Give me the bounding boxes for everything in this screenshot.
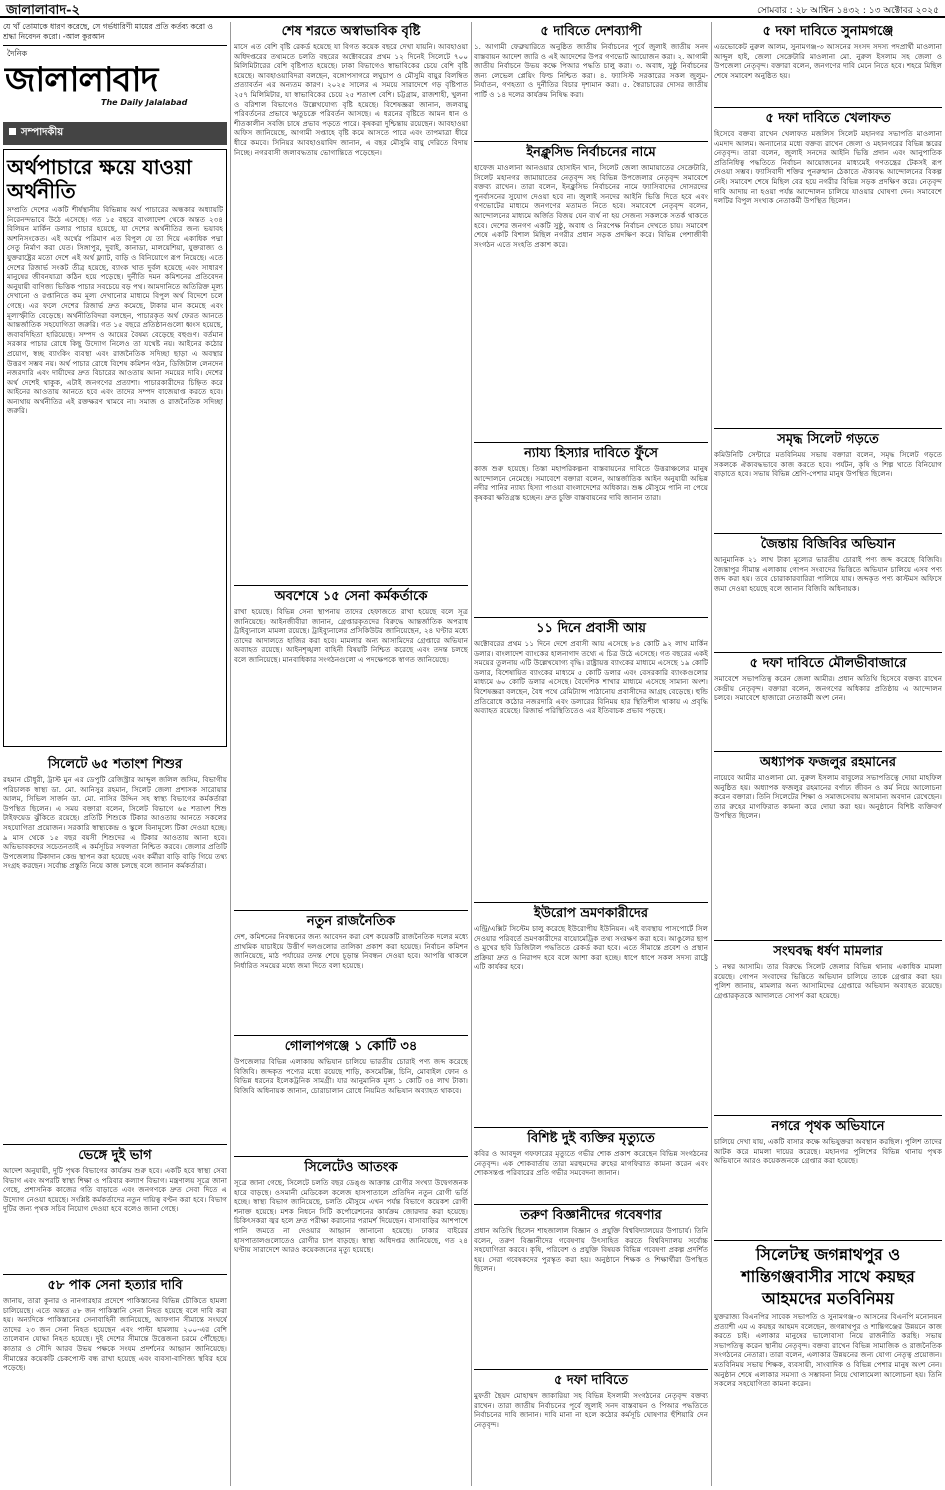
section-label: সম্পাদকীয় xyxy=(21,127,64,138)
masthead xyxy=(3,48,227,120)
article-body: সমাবেশে সভাপতিত্ব করেন জেলা আমীর। প্রধান অতিথি হিসেবে বক্তব্য রাখেন কেন্দ্রীয় নেতৃবৃন্দ। বক্তারা বলেন, জনগণের অধিকার প্রতিষ্ঠায় এ আন্দোলন চলবে। সমাবেশে হাজারো নেতাকর্মী অংশ নেন। xyxy=(714,674,942,703)
headline: তরুণ বিজ্ঞানীদের গবেষণার xyxy=(520,1208,662,1223)
editorial-body: সম্প্রতি দেশের একটি শীর্ষস্থানীয় বিভিন্নায় অর্থ পাচারের অন্ধকার অধ্যায়টি নিরেনন্দভাবে উঠে এসেছে। গত ১৫ বছরে বাংলাদেশ থেকে অন্তত ২৩৪ বিলিয়ন মার্কিন ডলার পাচার হয়েছে, যা দেশের অর্থনীতির জন্য ভয়াবহ অশনিসংকেত। এই অর্থের পরিমাণ এত বিপুল যে তা দিয়ে একাধিক পদ্মা সেতু নির্মাণ করা যেত। সিঙ্গাপুর, দুবাই, কানাডা, মালয়েশিয়া, যুক্তরাজ্য ও যুক্তরাষ্ট্রের মতো দেশে এই অর্থ ফ্ল্যাট, বাড়ি ও বিনিয়োগে রূপ নিয়েছে। এতে দেশের রিজার্ভ সংকট তীব্র হয়েছে, ব্যাংক খাত দুর্বল হয়েছে এবং সাধারণ মানুষের জীবনযাত্রা কঠিন হয়ে পড়েছে। দুর্নীতি দমন কমিশনের প্রতিবেদন অনুযায়ী বাণিজ্য ভিত্তিক পাচার সবচেয়ে বড় পথ। আমদানিতে অতিরিক্ত মূল্য দেখানো ও রপ্তানিতে কম মূল্য দেখানোর মাধ্যমে বিপুল অর্থ বিদেশে চলে গেছে। এর ফলে দেশের রিজার্ভ দ্রুত কমেছে, টাকার মান কমেছে এবং মূল্যস্ফীতি বেড়েছে। অর্থনীতিবিদরা বলছেন, পাচারকৃত অর্থ ফেরত আনতে আন্তর্জাতিক সহযোগিতা জরুরি। গত ১৫ বছরে প্রতিষ্ঠানগুলো ধ্বংস হয়েছে, জবাবদিহিতা হারিয়েছে। সম্পদ ও আয়ের বৈষম্য বেড়েছে বহুগুণ। বর্তমান সরকার পাচার রোধে কিছু উদ্যোগ নিলেও তা যথেষ্ট নয়। আইনের কঠোর প্রয়োগ, স্বচ্ছ ব্যাংকিং ব্যবস্থা এবং রাজনৈতিক সদিচ্ছা ছাড়া এ অবস্থার উত্তরণ সম্ভব নয়। অর্থ পাচার রোধে বিশেষ কমিশন গঠন, ডিজিটাল লেনদেন নজরদারি এবং দায়ীদের দ্রুত বিচারের আওতায় আনা সময়ের দাবি। দেশের অর্থ দেশেই থাকুক, এটাই জনগণের প্রত্যাশা। পাচারকারীদের চিহ্নিত করে আইনের আওতায় আনতে হবে এবং তাদের সম্পদ বাজেয়াপ্ত করতে হবে। অন্যথায় অর্থনীতির এই রক্তক্ষরণ থামবে না। সমাজ ও রাজনৈতিক সদিচ্ছা জরুরি। xyxy=(7,205,223,416)
separator xyxy=(474,1369,708,1370)
separator xyxy=(714,107,942,108)
article-body: ১. আগামী ফেব্রুয়ারিতে অনুষ্ঠিত জাতীয় নির্বাচনের পূর্বে জুলাই জাতীয় সনদ বাস্তবায়ন আদেশ জারি ও এই আদেশের উপর গণভোট আয়োজন করা। ২. আগামী জাতীয় নির্বাচনে উভয় কক্ষে পিআর পদ্ধতি চালু করা। ৩. অবাধ, সুষ্ঠু নির্বাচনের জন্য লেভেল প্লেয়িং ফিল্ড নিশ্চিত করা। ৪. ফ্যাসিস্ট সরকারের সকল জুলুম-নির্যাতন, গণহত্যা ও দুর্নীতির বিচার দৃশ্যমান করা। ৫. স্বৈরাচারের দোসর জাতীয় পার্টি ও ১৪ দলের কার্যক্রম নিষিদ্ধ করা। xyxy=(474,42,708,99)
masthead-logo: জালালাবাদ xyxy=(5,60,158,100)
article-body: কবির ও আবদুল গফফারের মৃত্যুতে গভীর শোক প্রকাশ করেছেন বিভিন্ন সংগঠনের নেতৃবৃন্দ। এক শোকবার্তায় তারা মরহুমদের রুহের মাগফিরাত কামনা করেন এবং শোকসন্তপ্ত পরিবারের প্রতি গভীর সমবেদনা জানান। xyxy=(474,1149,708,1178)
headline: জৈন্তায় বিজিবির অভিযান xyxy=(760,537,896,552)
headline: গোলাপগঞ্জে ১ কোটি ৩৪ xyxy=(284,1039,418,1054)
headline: ইনক্লুসিভ নির্বাচনের নামে xyxy=(526,145,656,160)
headline: অধ্যাপক ফজলুর রহমানের xyxy=(759,755,897,770)
column-rule xyxy=(230,22,231,1486)
article-body: উপজেলার বিভিন্ন এলাকায় অভিযান চালিয়ে ভারতীয় চোরাই পণ্য জব্দ করেছে বিজিবি। জব্দকৃত পণ্যের মধ্যে রয়েছে শাড়ি, কসমেটিক্স, চিনি, মোবাইল ফোন ও বিভিন্ন ধরনের ইলেকট্রনিক সামগ্রী। যার আনুমানিক মূল্য ১ কোটি ৩৪ লাখ টাকা। বিজিবি অধিনায়ক জানান, চোরাচালান রোধে নিয়মিত অভিযান অব্যাহত থাকবে। xyxy=(234,1057,468,1095)
headline: অবশেষে ১৫ সেনা কর্মকর্তাকে xyxy=(274,589,428,604)
separator xyxy=(474,617,708,618)
editorial-title: অর্থপাচারে ক্ষয়ে যাওয়া অর্থনীতি xyxy=(7,155,192,203)
headline: ভেঙ্গে দুই ভাগ xyxy=(78,1148,152,1163)
article-body: মুফতী ছৈয়দ মোহাম্মদ জাকারিয়া সহ বিভিন্ন ইসলামী সংগঠনের নেতৃবৃন্দ বক্তব্য রাখেন। তারা জাতীয় নির্বাচনের পূর্বে জুলাই সনদ বাস্তবায়ন ও পিআর পদ্ধতিতে নির্বাচনের দাবি জানান। দাবি মানা না হলে কঠোর কর্মসূচি ঘোষণার হুঁশিয়ারি দেন নেতৃবৃন্দ। xyxy=(474,1391,708,1429)
column-1 xyxy=(3,22,227,1486)
masthead-quote: যে খাঁ তোমাকে ধারণ করেছে, সে গর্ভধারিণী মায়ের প্রতি কর্তব্য করো ও শ্রদ্ধা নিবেদন করো। -আল কুরআন xyxy=(3,22,227,46)
article-body: রহমান চৌধুরী, ট্রাস্ট মুন এর ডেপুটি রেজিস্ট্রার আব্দুল জলিল জসিম, বিভাগীয় পরিচালক স্বাস্থ্য ডা. মো. আনিসুর রহমান, সিলেট জেলা প্রশাসক সারোয়ার আলম, সিভিল সার্জন ডা. মো. নাসির উদ্দিন সহ স্বাস্থ্য বিভাগের কর্মকর্তারা উপস্থিত ছিলেন। এ সময় বক্তারা বলেন, সিলেট বিভাগে ৬৫ শতাংশ শিশু টাইফয়েড ঝুঁকিতে রয়েছে। প্রতিটি শিশুকে টিকার আওতায় আনতে সকলের সহযোগিতা প্রয়োজন। সরকারি স্বাস্থ্যকেন্দ্র ও স্কুলে বিনামূল্যে টিকা দেওয়া হচ্ছে। ৯ মাস থেকে ১৫ বছর বয়সী শিশুদের এ টিকার আওতায় আনা হবে। অভিভাবকদের সচেতনতাই এ কর্মসূচির সফলতা নিশ্চিত করবে। জেলার প্রতিটি উপজেলায় টিকাদান কেন্দ্র স্থাপন করা হয়েছে এবং কর্মীরা বাড়ি বাড়ি গিয়ে তথ্য সংগ্রহ করছেন। সর্বোচ্চ প্রস্তুতি নিয়ে কাজ চলছে বলে জানান কর্মকর্তারা। xyxy=(3,775,227,871)
headline: নতুন রাজনৈতিক xyxy=(306,914,396,929)
separator xyxy=(714,652,942,653)
separator xyxy=(234,910,468,911)
headline: ৫ দাবিতে দেশব্যাপী xyxy=(540,24,642,39)
separator xyxy=(714,428,942,429)
headline: সংঘবদ্ধ ধর্ষণ মামলার xyxy=(773,944,883,959)
headline: ১১ দিনে প্রবাসী আয় xyxy=(536,621,646,636)
article-body: জানায়, তারা কুনার ও নানগারহার প্রদেশে পাকিস্তানের বিভিন্ন চৌকিতে হামলা চালিয়েছে। এতে অন্তত ৫৮ জন পাকিস্তানি সেনা নিহত হয়েছে বলে দাবি করা হয়। অন্যদিকে পাকিস্তানের সেনাবাহিনী জানিয়েছে, আফগান সীমান্তে সংঘর্ষে তাদের ২৩ জন সেনা নিহত হয়েছেন এবং পাল্টা হামলায় ২০০-এর বেশি তালেবান যোদ্ধা নিহত হয়েছে। দুই দেশের সীমান্তে উত্তেজনা চরমে পৌঁছেছে। কাতার ও সৌদি আরব উভয় পক্ষকে সংযম প্রদর্শনের আহ্বান জানিয়েছে। সীমান্তের কয়েকটি চেকপোস্ট বন্ধ রাখা হয়েছে এবং ব্যবসা-বাণিজ্য স্থবির হয়ে পড়েছে। xyxy=(3,1296,227,1373)
separator xyxy=(714,1240,942,1241)
column-rule xyxy=(471,22,472,1486)
square-icon xyxy=(9,128,16,135)
article-body: এন্ট্রি/এক্সিট সিস্টেম চালু করেছে ইউরোপীয় ইউনিয়ন। এই ব্যবস্থায় পাসপোর্টে সিল দেওয়ার পরিবর্তে ভ্রমণকারীদের বায়োমেট্রিক তথ্য সংরক্ষণ করা হবে। আঙুলের ছাপ ও মুখের ছবি ডিজিটাল পদ্ধতিতে রেকর্ড করা হবে। এতে সীমান্তে প্রবেশ ও প্রস্থান প্রক্রিয়া দ্রুত ও নিরাপদ হবে বলে আশা করা হচ্ছে। ধাপে ধাপে সকল সদস্য রাষ্ট্রে এটি কার্যকর হবে। xyxy=(474,924,708,972)
column-rule xyxy=(711,22,712,1486)
article-body: অক্টোবরের প্রথম ১১ দিনে দেশে প্রবাসী আয় এসেছে ৮৪ কোটি ৯২ লাখ মার্কিন ডলার। বাংলাদেশ ব্যাংকের হালনাগাদ তথ্যে এ চিত্র উঠে এসেছে। গত বছরের একই সময়ের তুলনায় এটি উল্লেখযোগ্য বৃদ্ধি। রাষ্ট্রায়ত্ত ব্যাংকের মাধ্যমে এসেছে ১৯ কোটি ডলার, বিশেষায়িত ব্যাংকের মাধ্যমে ৫ কোটি ডলার এবং বেসরকারি ব্যাংকগুলোর মাধ্যমে ৬০ কোটি ডলার এসেছে। বৈদেশিক শাখার মাধ্যমে এসেছে সামান্য অংশ। বিশেষজ্ঞরা বলছেন, বৈধ পথে রেমিট্যান্স পাঠানোয় প্রবাসীদের আগ্রহ বেড়েছে। হুন্ডি প্রতিরোধে কঠোর নজরদারি এবং ডলারের বিনিময় হার স্থিতিশীল থাকায় এ প্রবৃদ্ধি অব্যাহত রয়েছে। রিজার্ভ পরিস্থিতিতেও এর ইতিবাচক প্রভাব পড়ছে। xyxy=(474,639,708,716)
article-body: আনুমানিক ২১ লাখ টাকা মূল্যের ভারতীয় চোরাই পণ্য জব্দ করেছে বিজিবি। জৈন্তাপুর সীমান্ত এলাকায় গোপন সংবাদের ভিত্তিতে অভিযান চালিয়ে এসব পণ্য জব্দ করা হয়। তবে চোরাকারবারিরা পালিয়ে যায়। জব্দকৃত পণ্য কাস্টমস অফিসে জমা দেওয়া হয়েছে বলে জানান বিজিবি অধিনায়ক। xyxy=(714,555,942,593)
separator xyxy=(234,585,468,586)
article-body: কমিউনিটি সেন্টারে মতবিনিময় সভায় বক্তারা বলেন, সমৃদ্ধ সিলেট গড়তে সকলকে ঐক্যবদ্ধভাবে কাজ করতে হবে। পর্যটন, কৃষি ও শিল্প খাতে বিনিয়োগ বাড়াতে হবে। সভায় বিভিন্ন শ্রেণি-পেশার মানুষ উপস্থিত ছিলেন। xyxy=(714,450,942,479)
headline: ৫ দফা দাবিতে xyxy=(553,1373,629,1388)
headline-large: সিলেটস্থ জগন্নাথপুর ও শান্তিগঞ্জবাসীর সাথে কয়ছর আহমদের মতবিনিময় xyxy=(741,1245,915,1308)
separator xyxy=(234,1156,468,1157)
separator xyxy=(714,751,942,752)
separator xyxy=(474,1127,708,1128)
separator xyxy=(474,902,708,903)
separator xyxy=(474,442,708,443)
headline: সিলেটে ৬৫ শতাংশ শিশুর xyxy=(47,757,183,772)
masthead-daily: দৈনিক xyxy=(7,49,28,58)
article-body: যুক্তরাজ্য বিএনপির সাবেক সভাপতি ও সুনামগঞ্জ-৩ আসনের বিএনপি মনোনয়ন প্রত্যাশী এম এ কয়ছর আহমদ বলেছেন, জগন্নাথপুর ও শান্তিগঞ্জের উন্নয়নে কাজ করতে চাই। এলাকার মানুষের ভালোবাসা নিয়ে রাজনীতি করছি। সভায় সভাপতিত্ব করেন স্থানীয় নেতৃবৃন্দ। বক্তব্য রাখেন বিভিন্ন সামাজিক ও রাজনৈতিক সংগঠনের নেতারা। তারা বলেন, এলাকার উন্নয়নের জন্য যোগ্য নেতৃত্ব প্রয়োজন। মতবিনিময় সভায় শিক্ষক, ব্যবসায়ী, সাংবাদিক ও বিভিন্ন পেশার মানুষ অংশ নেন। অনুষ্ঠান শেষে এলাকার সমস্যা ও সম্ভাবনা নিয়ে খোলামেলা আলোচনা হয়। তিনি সকলের সহযোগিতা কামনা করেন। xyxy=(714,1312,942,1389)
column-4 xyxy=(714,22,942,1486)
headline: ৫ দফা দাবিতে খেলাফত xyxy=(765,111,891,126)
separator xyxy=(3,1274,227,1275)
separator xyxy=(474,1204,708,1205)
separator xyxy=(714,533,942,534)
date-line: সোমবার : ২৮ আশ্বিন ১৪৩২ : ১৩ অক্টোবর ২০২৫ xyxy=(757,6,939,16)
separator xyxy=(234,1035,468,1036)
article-body: রাখা হয়েছে। বিভিন্ন সেনা স্থাপনায় তাদের হেফাজতে রাখা হয়েছে বলে সূত্র জানিয়েছে। আইনজীবীরা জানান, গ্রেপ্তারকৃতদের বিরুদ্ধে আন্তর্জাতিক অপরাধ ট্রাইব্যুনালে মামলা রয়েছে। ট্রাইব্যুনালের প্রসিকিউটর জানিয়েছেন, ২৪ ঘণ্টার মধ্যে তাদের আদালতে হাজির করা হবে। মামলার অন্য আসামিদের গ্রেপ্তারে অভিযান অব্যাহত রয়েছে। আইনশৃঙ্খলা বাহিনী বিষয়টি নিশ্চিত করেছে এবং তদন্ত চলছে বলে জানিয়েছে। মানবাধিকার সংগঠনগুলো এ পদক্ষেপকে স্বাগত জানিয়েছে। xyxy=(234,607,468,664)
headline: ৫ দফা দাবিতে মৌলভীবাজারে xyxy=(749,656,907,671)
article-body: মাসে এত বেশি বৃষ্টি রেকর্ড হয়েছে যা বিগত কয়েক বছরে দেখা যায়নি। আবহাওয়া অধিদপ্তরের তথ্যমতে চলতি বছরের অক্টোবরের প্রথম ১২ দিনেই সিলেটে ৭০০ মিলিমিটারের বেশি বৃষ্টিপাত হয়েছে। ঢাকা বিভাগেও স্বাভাবিকের চেয়ে বেশি বৃষ্টি হয়েছে। আবহাওয়াবিদরা বলছেন, বঙ্গোপসাগরে লঘুচাপ ও মৌসুমি বায়ুর বিলম্বিত প্রত্যাবর্তন এর অন্যতম কারণ। ২০২৫ সালের এ সময়ে সারাদেশে গড় বৃষ্টিপাত ২৫৭ মিলিমিটার, যা স্বাভাবিকের চেয়ে ২৫ শতাংশ বেশি। চট্টগ্রাম, রাজশাহী, খুলনা ও বরিশাল বিভাগেও উল্লেখযোগ্য বৃষ্টি হয়েছে। বিশেষজ্ঞরা জানান, জলবায়ু পরিবর্তনের প্রভাবে ঋতুচক্রে পরিবর্তন আসছে। এ ধরনের বৃষ্টিতে আমন ধান ও শীতকালীন সবজি চাষে প্রভাব পড়তে পারে। কৃষকরা দুশ্চিন্তায় রয়েছেন। আবহাওয়া অফিস জানিয়েছে, আগামী সপ্তাহে বৃষ্টি কমে আসতে পারে এবং তাপমাত্রা ধীরে ধীরে কমবে। সিনিয়র আবহাওয়াবিদ জানান, এ বছর মৌসুমি বায়ু দেরিতে বিদায় নিচ্ছে। নগরবাসী জলাবদ্ধতায় ভোগান্তিতে পড়েছেন। xyxy=(234,42,468,157)
paper-name: জালালাবাদ-২ xyxy=(6,3,80,18)
article-body: সূত্রে জানা গেছে, সিলেটে চলতি বছর ডেঙ্গু আক্রান্ত রোগীর সংখ্যা উদ্বেগজনক হারে বাড়ছে। ওসমানী মেডিকেল কলেজ হাসপাতালে প্রতিদিন নতুন রোগী ভর্তি হচ্ছে। স্বাস্থ্য বিভাগ জানিয়েছে, চলতি মৌসুমে এখন পর্যন্ত বিভাগে কয়েকশ রোগী শনাক্ত হয়েছে। মশক নিধনে সিটি কর্পোরেশনের কার্যক্রম জোরদার করা হয়েছে। চিকিৎসকরা জ্বর হলে দ্রুত পরীক্ষা করানোর পরামর্শ দিয়েছেন। বাসাবাড়ির আশপাশে পানি জমতে না দেওয়ার আহ্বান জানানো হয়েছে। ঢাকার বাইরের হাসপাতালগুলোতেও রোগীর চাপ বাড়ছে। স্বাস্থ্য অধিদপ্তর জানিয়েছে, গত ২৪ ঘণ্টায় সারাদেশে আরও কয়েকজনের মৃত্যু হয়েছে। xyxy=(234,1178,468,1255)
column-2 xyxy=(234,22,468,1486)
article-body: হাফেজ মাওলানা আনওয়ার হোসাইন খান, সিলেট জেলা জামায়াতের সেক্রেটারি, সিলেট মহানগর জামায়াতের নেতৃবৃন্দ সহ বিভিন্ন উপজেলার নেতৃবৃন্দ সমাবেশে বক্তব্য রাখেন। তারা বলেন, ইনক্লুসিভ নির্বাচনের নামে ফ্যাসিবাদের দোসরদের পুনর্বাসনের সুযোগ দেওয়া হবে না। জুলাই সনদের আইনি ভিত্তি দিতে হবে এবং গণভোটের মাধ্যমে জনগণের মতামত নিতে হবে। সমাবেশে নেতৃবৃন্দ বলেন, আন্দোলনের মাধ্যমে অর্জিত বিজয় যেন ব্যর্থ না হয় সেজন্য সকলকে সতর্ক থাকতে হবে। দেশের জনগণ একটি সুষ্ঠু, অবাধ ও নিরপেক্ষ নির্বাচন দেখতে চায়। সমাবেশ শেষে একটি বিশাল মিছিল নগরীর প্রধান সড়ক প্রদক্ষিণ করে। বিভিন্ন পেশাজীবী সংগঠন এতে সংহতি প্রকাশ করে। xyxy=(474,163,708,249)
top-bar xyxy=(0,0,945,18)
article-body: হিসেবে বক্তব্য রাখেন খেলাফত মজলিস সিলেট মহানগর সভাপতি মাওলানা এমদাদ আলম। অন্যান্যের মধ্যে বক্তব্য রাখেন জেলা ও মহানগরের বিভিন্ন স্তরের নেতৃবৃন্দ। তারা বলেন, জুলাই সনদের আইনি ভিত্তি প্রদান এবং আনুপাতিক প্রতিনিধিত্ব পদ্ধতিতে নির্বাচন আয়োজনের মাধ্যমেই গণতন্ত্রের টেকসই রূপ দেওয়া সম্ভব। ফ্যাসিবাদী শক্তির পুনরুত্থান ঠেকাতে ঐক্যবদ্ধ আন্দোলনের বিকল্প নেই। সমাবেশ শেষে মিছিল বের হয়ে নগরীর বিভিন্ন সড়ক প্রদক্ষিণ করে। নেতৃবৃন্দ দাবি আদায় না হওয়া পর্যন্ত আন্দোলন চালিয়ে যাওয়ার ঘোষণা দেন। সমাবেশে দলটির বিপুল সংখ্যক নেতাকর্মী উপস্থিত ছিলেন। xyxy=(714,129,942,206)
headline: ন্যায্য হিস্যার দাবিতে ফুঁসে xyxy=(524,446,658,461)
headline: ৫৮ পাক সেনা হত্যার দাবি xyxy=(47,1278,183,1293)
article-body: দেশ, কমিশনের নিবন্ধনের জন্য আবেদন করা বেশ কয়েকটি রাজনৈতিক দলের মধ্যে প্রাথমিক যাচাইয়ে উত্তীর্ণ দলগুলোর তালিকা প্রকাশ করা হয়েছে। নির্বাচন কমিশন জানিয়েছে, মাঠ পর্যায়ের তদন্ত শেষে চূড়ান্ত নিবন্ধন দেওয়া হবে। আপত্তি থাকলে নির্ধারিত সময়ের মধ্যে জমা দিতে বলা হয়েছে। xyxy=(234,932,468,970)
article-body: এডভোকেট নুরুল আলম, সুনামগঞ্জ-৩ আসনের সংসদ সদস্য পদপ্রার্থী মাওলানা আব্দুল হাই, জেলা সেক্রেটারি মাওলানা মো. নুরুল ইসলাম সহ জেলা ও উপজেলা নেতৃবৃন্দ। বক্তারা বলেন, জনগণের দাবি মেনে নিতে হবে। শহরে মিছিল শেষে সমাবেশ অনুষ্ঠিত হয়। xyxy=(714,42,942,80)
masthead-english: The Daily Jalalabad xyxy=(101,98,188,107)
article-body: চালিয়ে দেখা যায়, একটি বাসার কক্ষে অভিযুক্তরা অবস্থান করছিল। পুলিশ তাদের আটক করে মামলা দায়ের করেছে। মহানগর পুলিশের বিভিন্ন থানায় পৃথক অভিযানে আরও কয়েকজনকে গ্রেপ্তার করা হয়েছে। xyxy=(714,1137,942,1166)
headline: ইউরোপ ভ্রমণকারীদের xyxy=(534,906,648,921)
section-bar xyxy=(3,122,227,145)
editorial xyxy=(3,149,227,747)
article-body: প্রধান অতিথি ছিলেন শাহজালাল বিজ্ঞান ও প্রযুক্তি বিশ্ববিদ্যালয়ের উপাচার্য। তিনি বলেন, তরুণ বিজ্ঞানীদের গবেষণায় উৎসাহিত করতে বিশ্ববিদ্যালয় সর্বোচ্চ সহযোগিতা করবে। কৃষি, পরিবেশ ও প্রযুক্তি বিষয়ক বিভিন্ন গবেষণা প্রকল্প প্রদর্শিত হয়। সেরা গবেষকদের পুরস্কৃত করা হয়। অনুষ্ঠানে শিক্ষক ও শিক্ষার্থীরা উপস্থিত ছিলেন। xyxy=(474,1226,708,1274)
article-body: কাজ শুরু হয়েছে। তিস্তা মহাপরিকল্পনা বাস্তবায়নের দাবিতে উত্তরাঞ্চলের মানুষ আন্দোলনে নেমেছে। সমাবেশে বক্তারা বলেন, আন্তর্জাতিক আইন অনুযায়ী অভিন্ন নদীর পানির ন্যায্য হিস্যা পাওয়া বাংলাদেশের অধিকার। শুষ্ক মৌসুমে পানি না পেয়ে কৃষকরা ক্ষতিগ্রস্ত হচ্ছেন। দ্রুত চুক্তি বাস্তবায়নের দাবি জানান তারা। xyxy=(474,464,708,502)
article-body: নায়েবে আমীর মাওলানা মো. নুরুল ইসলাম বাবুলের সভাপতিত্বে দোয়া মাহফিল অনুষ্ঠিত হয়। অধ্যাপক ফজলুর রহমানের বর্ণাঢ্য জীবন ও কর্ম নিয়ে আলোচনা করেন বক্তারা। তিনি সিলেটের শিক্ষা ও সমাজসেবায় অসামান্য অবদান রেখেছেন। তার রুহের মাগফিরাত কামনা করে দোয়া করা হয়। অনুষ্ঠানে বিশিষ্ট ব্যক্তিবর্গ উপস্থিত ছিলেন। xyxy=(714,773,942,821)
headline: সিলেটেও আতংক xyxy=(304,1160,398,1175)
separator xyxy=(714,940,942,941)
article-body: আদেশ অনুযায়ী, দুটি পৃথক বিভাগের কার্যক্রম শুরু হবে। একটি হবে স্বাস্থ্য সেবা বিভাগ এবং অপরটি স্বাস্থ্য শিক্ষা ও পরিবার কল্যাণ বিভাগ। মন্ত্রণালয় সূত্রে জানা গেছে, প্রশাসনিক কাজের গতি বাড়াতে এবং জনগণকে দ্রুত সেবা দিতে এ উদ্যোগ নেওয়া হয়েছে। সংশ্লিষ্ট কর্মকর্তাদের নতুন দায়িত্ব বণ্টন করা হবে। বিভাগ দুটির জন্য পৃথক সচিব নিয়োগ দেওয়া হবে বলেও জানা গেছে। xyxy=(3,1166,227,1214)
column-3 xyxy=(474,22,708,1486)
article-body: ১ নম্বর আসামি। তার বিরুদ্ধে সিলেট জেলার বিভিন্ন থানায় একাধিক মামলা রয়েছে। গোপন সংবাদের ভিত্তিতে অভিযান চালিয়ে তাকে গ্রেপ্তার করা হয়। পুলিশ জানায়, মামলার অন্য আসামিদের গ্রেপ্তারে অভিযান অব্যাহত রয়েছে। গ্রেপ্তারকৃতকে আদালতে সোপর্দ করা হয়েছে। xyxy=(714,962,942,1000)
headline: সমৃদ্ধ সিলেট গড়তে xyxy=(777,432,879,447)
headline: নগরে পৃথক অভিযানে xyxy=(771,1119,885,1134)
separator xyxy=(474,141,708,142)
headline: শেষ শরতে অস্বাভাবিক বৃষ্টি xyxy=(281,24,421,39)
headline: ৫ দফা দাবিতে সুনামগঞ্জে xyxy=(762,24,894,39)
separator xyxy=(714,1115,942,1116)
separator xyxy=(3,1144,227,1145)
headline: বিশিষ্ট দুই ব্যক্তির মৃত্যুতে xyxy=(527,1131,655,1146)
